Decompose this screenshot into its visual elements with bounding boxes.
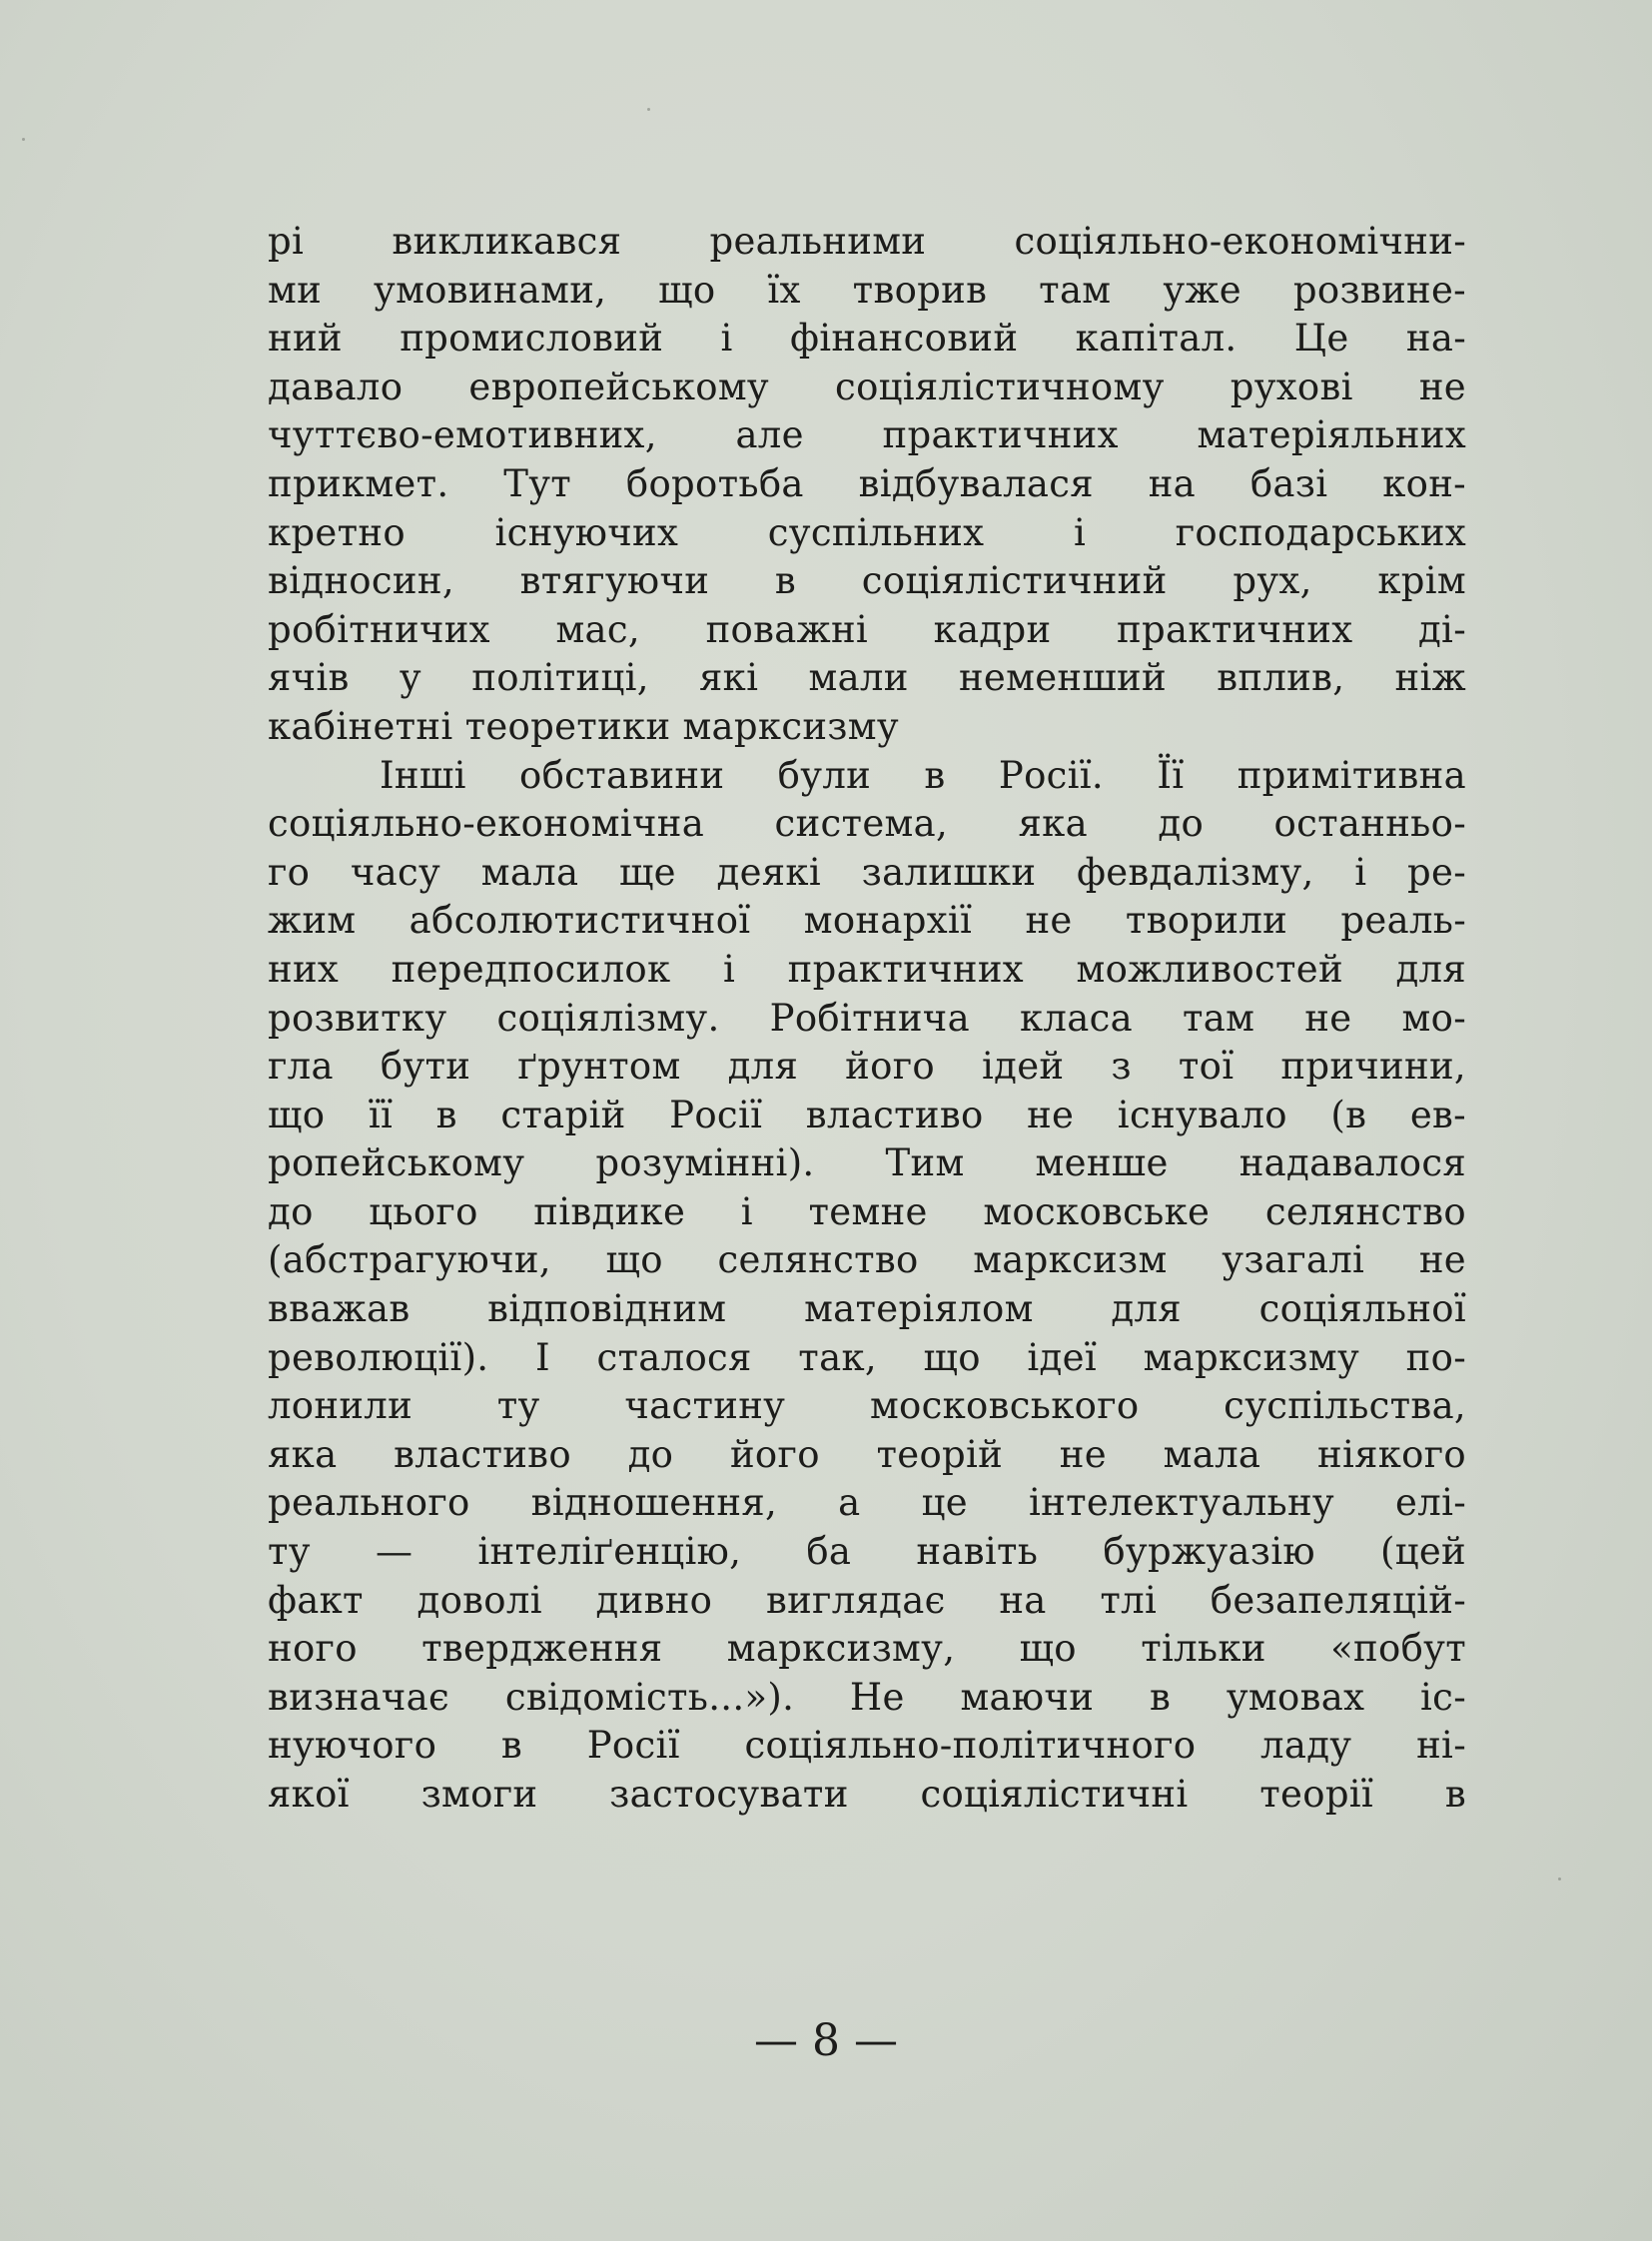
- text-line: кабінетні теоретики марксизму: [268, 704, 899, 748]
- paragraph-1: [268, 218, 1466, 752]
- paragraph-2: [268, 752, 1466, 1820]
- text-line: соціяльно-економічна система, яка до останньо-: [268, 802, 1466, 846]
- text-line: ту — інтеліґенцію, ба навіть буржуазію (цей: [268, 1530, 1466, 1574]
- text-line: робітничих мас, поважні кадри практичних ді-: [268, 607, 1466, 651]
- text-line: гла бути ґрунтом для його ідей з тої причини,: [268, 1045, 1466, 1089]
- paper-speck: [22, 138, 25, 141]
- text-line: рі викликався реальними соціяльно-економічни-: [268, 220, 1466, 263]
- text-line: факт доволі дивно виглядає на тлі безапеляцій-: [268, 1578, 1466, 1622]
- text-line: реального відношення, а це інтелектуальну елі-: [268, 1481, 1466, 1525]
- paper-speck: [1558, 1877, 1561, 1880]
- text-line: ний промисловий і фінансовий капітал. Це на-: [268, 317, 1466, 361]
- text-line: Інші обставини були в Росії. Її примітивна: [380, 753, 1466, 797]
- text-line: (абстрагуючи, що селянство марксизм узагалі не: [268, 1238, 1466, 1282]
- text-line: чуттєво-емотивних, але практичних матеріяльних: [268, 413, 1466, 457]
- text-line: ного твердження марксизму, що тільки «побут: [268, 1627, 1466, 1671]
- text-line: якої змоги застосувати соціялістичні теорії в: [268, 1773, 1466, 1816]
- text-line: ропейському розумінні). Тим менше надавалося: [268, 1141, 1466, 1185]
- text-line: них передпосилок і практичних можливостей для: [268, 947, 1466, 991]
- text-line: кретно існуючих суспільних і господарських: [268, 510, 1466, 554]
- text-line: до цього півдике і темне московське селянство: [268, 1189, 1466, 1233]
- text-line: революції). І сталося так, що ідеї марксизму по-: [268, 1335, 1466, 1379]
- text-line: жим абсолютистичної монархії не творили реаль-: [268, 899, 1466, 943]
- text-line: розвитку соціялізму. Робітнича класа там не мо-: [268, 996, 1466, 1040]
- page-number: — 8 —: [754, 2015, 898, 2066]
- text-line: вважав відповідним матеріялом для соціяльної: [268, 1287, 1466, 1331]
- body-text: [268, 218, 1466, 1820]
- text-line: ячів у політиці, які мали неменший вплив, ніж: [268, 656, 1466, 700]
- text-line: відносин, втягуючи в соціялістичний рух, крім: [268, 559, 1466, 603]
- text-line: нуючого в Росії соціяльно-політичного ладу ні-: [268, 1724, 1466, 1768]
- text-line: яка властиво до його теорій не мала ніякого: [268, 1432, 1466, 1476]
- text-line: що її в старій Росії властиво не існувало (в ев-: [268, 1093, 1466, 1136]
- text-line: давало европейському соціялістичному рухові не: [268, 365, 1466, 408]
- text-line: лонили ту частину московського суспільства,: [268, 1384, 1466, 1428]
- text-line: прикмет. Тут боротьба відбувалася на базі кон-: [268, 461, 1466, 505]
- text-line: го часу мала ще деякі залишки февдалізму, і ре-: [268, 850, 1466, 894]
- paper-speck: [647, 108, 650, 111]
- text-line: визначає свідомість...»). Не маючи в умовах іс-: [268, 1675, 1466, 1719]
- text-line: ми умовинами, що їх творив там уже розвине-: [268, 268, 1466, 312]
